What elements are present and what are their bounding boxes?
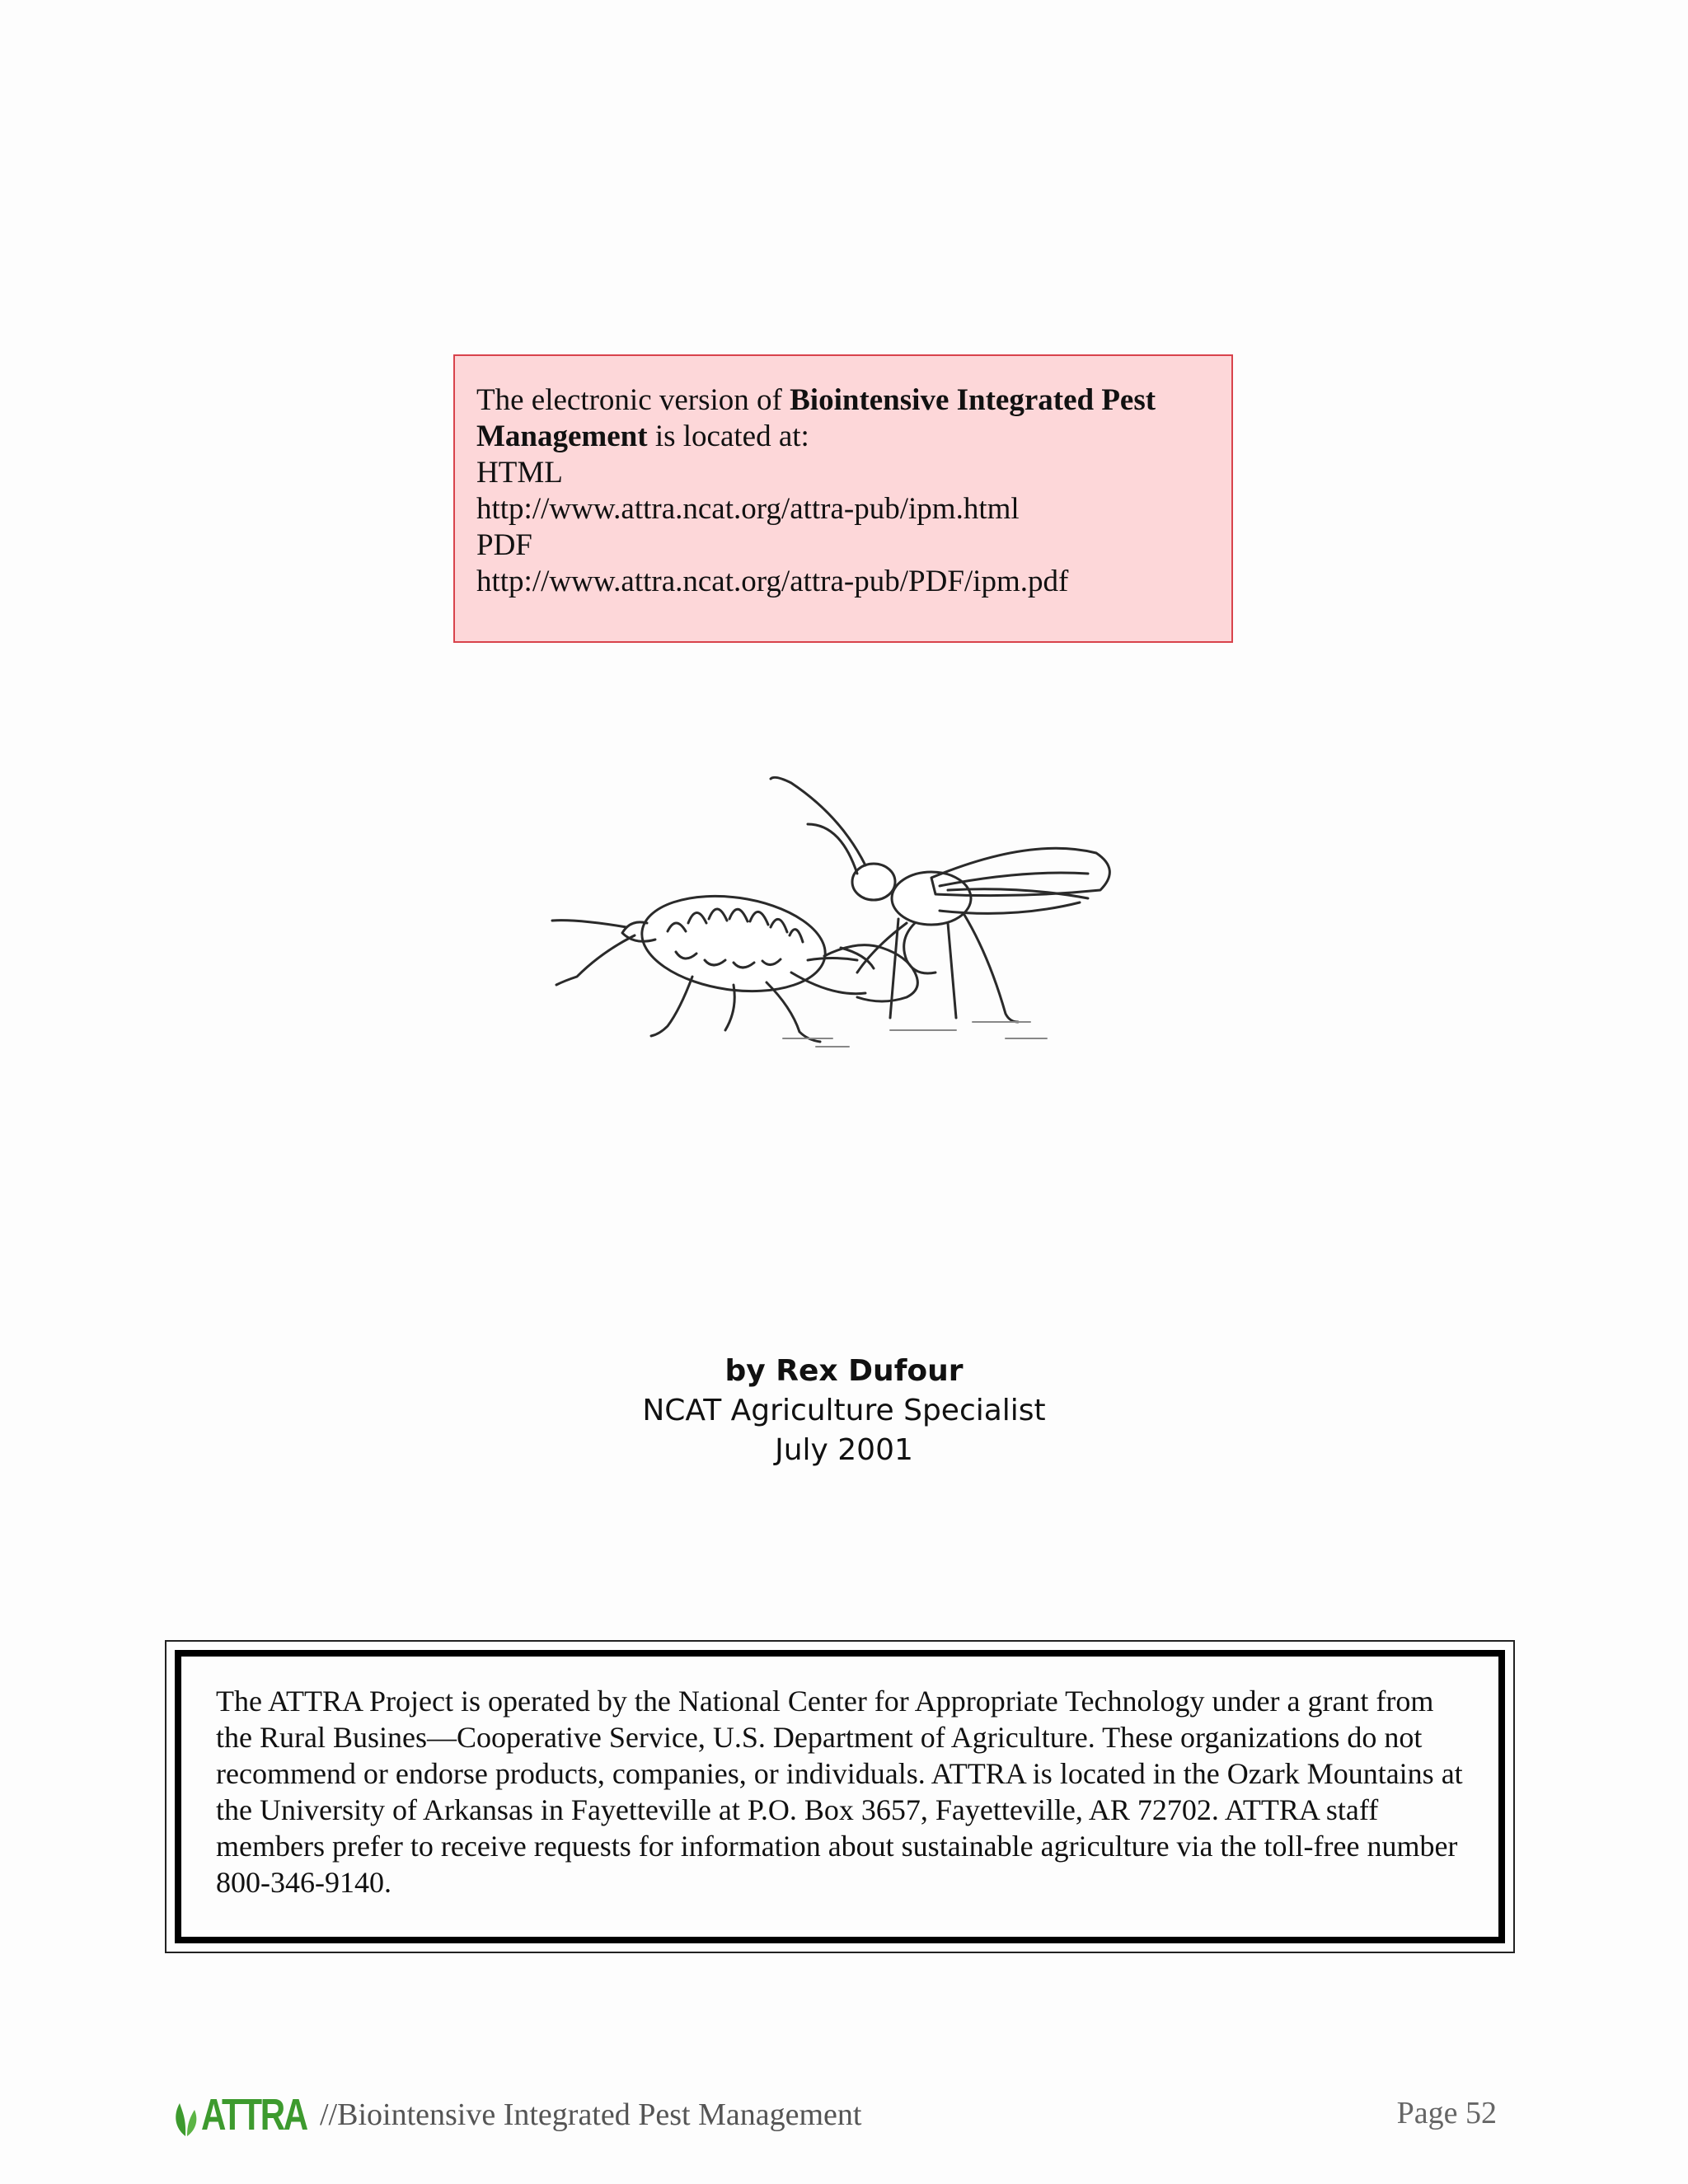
attra-logo [171,2092,336,2138]
page-number: Page 52 [1396,2096,1497,2130]
attra-notice-text: The ATTRA Project is operated by the National Center for Appropriate Technology under a grant from the Rural Busines—Cooperative Service, U.S. Department of Agriculture. These organizations do not recommend or endorse products, companies, or individuals. ATTRA is located in the Ozark Mountains at the University of Arkansas in Fayetteville at P.O. Box 3657, Fayetteville, AR 72702. ATTRA staff members prefer to receive requests for information about sustainable agriculture via the toll-free number 800-346-9140. [216,1685,1463,1899]
logo-wordmark: ATTRA [201,2090,307,2139]
attra-notice [175,1650,1505,1943]
attra-notice-frame [165,1640,1515,1953]
author-name: by Rex Dufour [724,1354,964,1388]
publication-date: July 2001 [775,1433,913,1467]
located-text: is located at: [647,419,809,453]
pdf-label: PDF [476,528,532,562]
author-role: NCAT Agriculture Specialist [642,1394,1046,1427]
electronic-version-line-1 [476,382,1210,419]
html-url-link[interactable]: http://www.attra.ncat.org/attra-pub/ipm.html [476,492,1020,526]
html-label: HTML [476,456,563,490]
leaf-icon [171,2100,199,2138]
footer-title: //Biointensive Integrated Pest Management [320,2097,862,2132]
pdf-url-link[interactable]: http://www.attra.ncat.org/attra-pub/PDF/ipm.pdf [476,565,1069,598]
publication-title: Biointensive Integrated Pest [790,383,1156,417]
electronic-version-box [453,354,1233,643]
electronic-version-line-2 [476,419,1210,455]
intro-text: The electronic version of [476,383,790,417]
author-block [0,1352,1688,1470]
parasitic-wasp-illustration [544,766,1121,1080]
page-footer [171,2092,1507,2141]
publication-title-cont: Management [476,419,648,453]
